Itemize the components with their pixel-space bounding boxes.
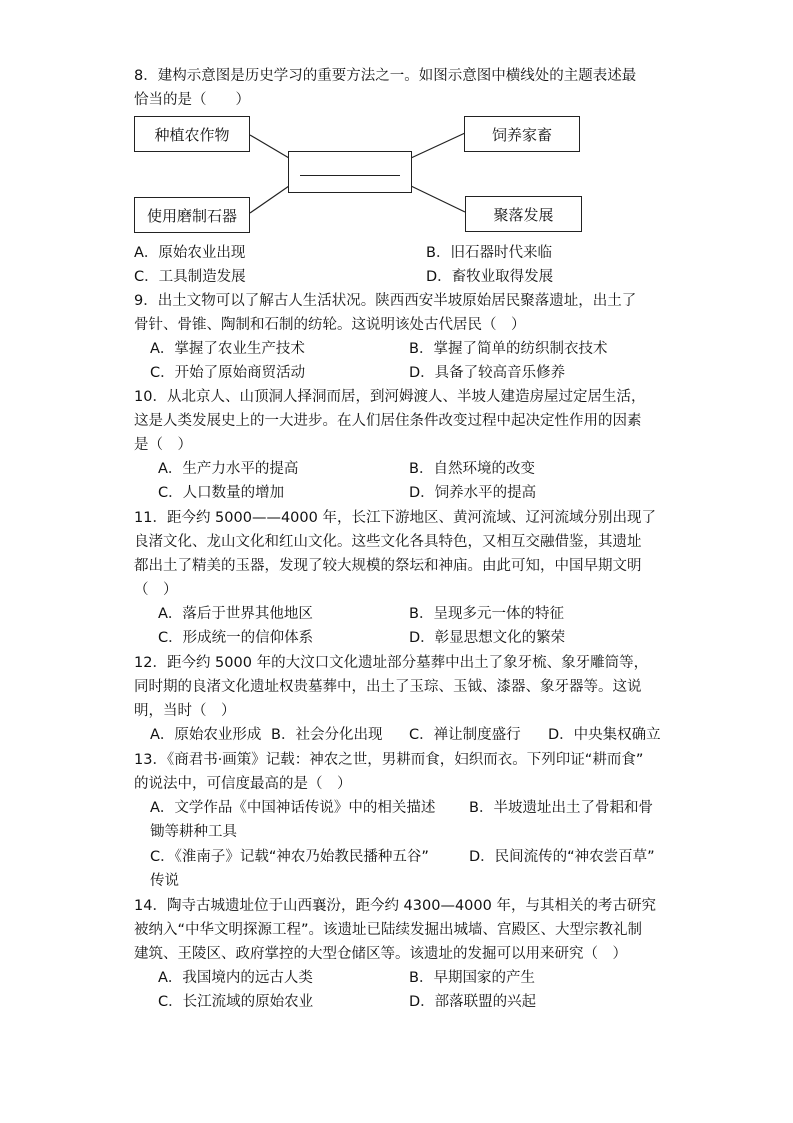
q11-stem-line4: （ ） — [134, 582, 178, 598]
q8-option-a[interactable]: A．原始农业出现 — [134, 245, 246, 261]
q14-option-b[interactable]: B．早期国家的产生 — [409, 970, 535, 986]
q13-option-a[interactable]: A．文学作品《中国神话传说》中的相关描述 — [150, 800, 436, 816]
q8-box-center — [288, 151, 412, 193]
q8-box-bottom-right-label: 聚落发展 — [493, 205, 554, 224]
q8-box-top-right-label: 饲养家畜 — [491, 125, 552, 144]
q9-stem-line2: 骨针、骨锥、陶制和石制的纺轮。这说明该处古代居民（ ） — [134, 317, 526, 333]
q10-stem-line3: 是（ ） — [134, 437, 192, 453]
q8-box-top-left-label: 种植农作物 — [154, 125, 230, 144]
q10-stem-line1: 10．从北京人、山顶洞人择洞而居，到河姆渡人、半坡人建造房屋过定居生活， — [134, 389, 646, 405]
q14-stem-line2: 被纳入“中华文明探源工程”。该遗址已陆续发掘出城墙、宫殿区、大型宗教礼制 — [134, 922, 643, 938]
q12-option-c[interactable]: C．禅让制度盛行 — [409, 727, 521, 743]
q10-option-c[interactable]: C．人口数量的增加 — [158, 485, 285, 501]
q12-option-b[interactable]: B．社会分化出现 — [271, 727, 383, 743]
q13-option-d-line2[interactable]: 传说 — [150, 873, 179, 889]
q9-option-c[interactable]: C．开始了原始商贸活动 — [150, 365, 306, 381]
q11-stem-line3: 都出土了精美的玉器，发现了较大规模的祭坛和神庙。由此可知，中国早期文明 — [134, 558, 642, 574]
q8-answer-blank-line — [300, 175, 400, 176]
q14-option-d[interactable]: D．部落联盟的兴起 — [409, 994, 537, 1010]
q12-stem-line1: 12．距今约 5000 年的大汶口文化遗址部分墓葬中出土了象牙梳、象牙雕筒等， — [134, 655, 649, 671]
q13-option-b-line1[interactable]: B．半坡遗址出土了骨耜和骨 — [469, 800, 653, 816]
q14-stem-line1: 14．陶寺古城遗址位于山西襄汾，距今约 4300—4000 年，与其相关的考古研究 — [134, 898, 656, 914]
q9-option-b[interactable]: B．掌握了简单的纺织制衣技术 — [409, 341, 608, 357]
q12-stem-line2: 同时期的良渚文化遗址权贵墓葬中，出土了玉琮、玉钺、漆器、象牙器等。这说 — [134, 679, 642, 695]
q8-diagram-connectors — [0, 0, 793, 260]
q10-stem-line2: 这是人类发展史上的一大进步。在人们居住条件改变过程中起决定性作用的因素 — [134, 413, 642, 429]
q9-option-a[interactable]: A．掌握了农业生产技术 — [150, 341, 305, 357]
q8-box-top-left — [134, 116, 250, 152]
q9-option-d[interactable]: D．具备了较高音乐修养 — [409, 365, 566, 381]
q13-stem-line1: 13．《商君书·画策》记载：神农之世，男耕而食，妇织而衣。下列印证“耕而食” — [134, 752, 644, 768]
q8-box-top-right — [464, 116, 580, 152]
q14-stem-line3: 建筑、王陵区、政府掌控的大型仓储区等。该遗址的发掘可以用来研究（ ） — [134, 946, 627, 962]
q8-option-c[interactable]: C．工具制造发展 — [134, 269, 246, 285]
q8-box-bottom-left — [134, 197, 250, 233]
q10-option-a[interactable]: A．生产力水平的提高 — [158, 461, 299, 477]
q10-option-d[interactable]: D．饲养水平的提高 — [409, 485, 537, 501]
q8-option-b[interactable]: B．旧石器时代来临 — [426, 245, 552, 261]
q8-stem-line2: 恰当的是（ ） — [134, 92, 250, 108]
q10-option-b[interactable]: B．自然环境的改变 — [409, 461, 535, 477]
q8-stem-line1: 8．建构示意图是历史学习的重要方法之一。如图示意图中横线处的主题表述最 — [134, 68, 637, 84]
q13-option-d-line1[interactable]: D．民间流传的“神农尝百草” — [469, 849, 655, 865]
q12-option-a[interactable]: A．原始农业形成 — [150, 727, 262, 743]
q11-stem-line1: 11．距今约 5000——4000 年，长江下游地区、黄河流域、辽河流域分别出现了 — [134, 510, 656, 526]
q11-option-c[interactable]: C．形成统一的信仰体系 — [158, 630, 314, 646]
q11-option-d[interactable]: D．彰显思想文化的繁荣 — [409, 630, 566, 646]
q8-box-bottom-right — [465, 196, 582, 232]
q9-stem-line1: 9．出土文物可以了解古人生活状况。陕西西安半坡原始居民聚落遗址，出土了 — [134, 293, 637, 309]
q12-stem-line3: 明，当时（ ） — [134, 703, 236, 719]
q11-option-a[interactable]: A．落后于世界其他地区 — [158, 606, 313, 622]
q8-box-bottom-left-label: 使用磨制石器 — [146, 206, 237, 225]
q12-option-d[interactable]: D．中央集权确立 — [548, 727, 661, 743]
q11-stem-line2: 良渚文化、龙山文化和红山文化。这些文化各具特色，又相互交融借鉴，其遗址 — [134, 534, 642, 550]
q8-option-d[interactable]: D．畜牧业取得发展 — [426, 269, 554, 285]
q11-option-b[interactable]: B．呈现多元一体的特征 — [409, 606, 564, 622]
q14-option-a[interactable]: A．我国境内的远古人类 — [158, 970, 313, 986]
q14-option-c[interactable]: C．长江流域的原始农业 — [158, 994, 314, 1010]
q13-option-b-line2[interactable]: 锄等耕种工具 — [150, 824, 237, 840]
q13-stem-line2: 的说法中，可信度最高的是（ ） — [134, 776, 352, 792]
q13-option-c[interactable]: C．《淮南子》记载“神农乃始教民播种五谷” — [150, 849, 429, 865]
